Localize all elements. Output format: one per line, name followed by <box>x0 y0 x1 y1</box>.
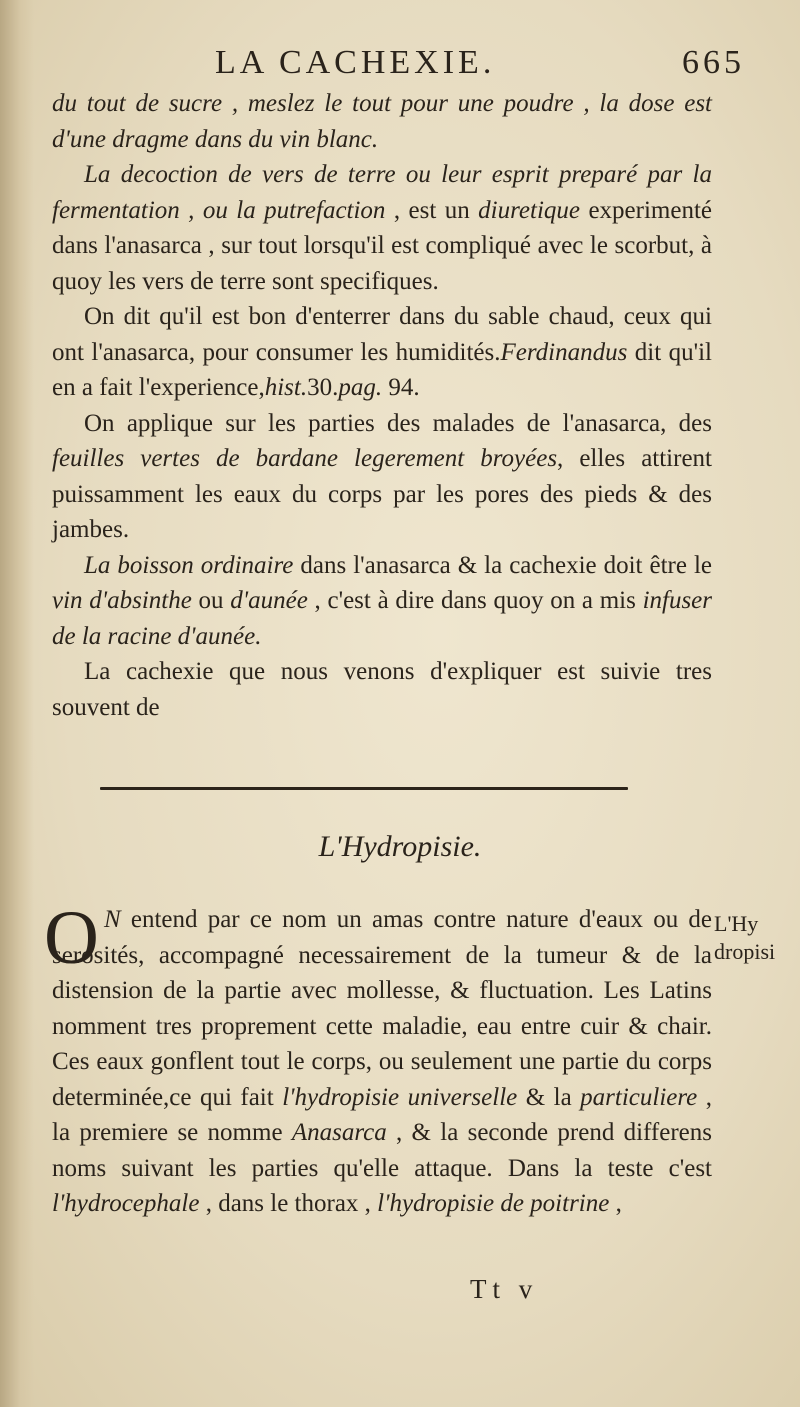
italic-text: l'hydrocephale <box>52 1190 200 1217</box>
text-run: , elles attirent puissamment les eaux du corps par les pores des pieds & des jambes. <box>52 445 712 543</box>
text-run: 30. <box>307 374 339 401</box>
signature-mark: Tt v <box>470 1274 539 1304</box>
drop-cap: O <box>44 896 99 980</box>
text-run: , est un <box>385 196 479 224</box>
running-title: LA CACHEXIE. <box>215 44 496 81</box>
paragraph <box>52 548 712 655</box>
paragraph <box>52 654 712 725</box>
section-paragraph-text <box>52 902 712 1222</box>
italic-text: l'hydropisie de poitrine <box>377 1190 610 1217</box>
text-run: experimenté dans l'anasarca , sur tout lorsqu'il est compliqué avec le scorbut, à quoy les vers de terre sont specifiques. <box>52 196 712 295</box>
text-run: , dans le thorax , <box>199 1190 378 1217</box>
text-run: On dit qu'il est bon d'enterrer dans du sable chaud, ceux qui ont l'anasarca, pour consumer les humidités. <box>52 303 712 366</box>
section-paragraph <box>52 902 712 1222</box>
italic-text: d'aunée <box>230 587 308 614</box>
italic-text: La decoction de vers de terre ou leur esprit preparé par la fermentation , ou la putrefaction <box>52 161 712 224</box>
text-run: , <box>609 1190 622 1217</box>
text-run: On applique sur les parties des malades de l'anasarca, des <box>84 409 712 437</box>
italic-text: La boisson ordinaire <box>84 551 294 579</box>
italic-text: du tout de sucre , meslez le tout pour une poudre , la dose est d'une dragme dans du vin blanc. <box>52 90 712 153</box>
page-gutter-shadow <box>0 0 34 1407</box>
text-run: 94. <box>382 374 420 401</box>
text-run: La cachexie que nous venons d'expliquer est suivie tres souvent de <box>52 658 712 721</box>
text-run: , la premiere se nomme <box>52 1083 713 1146</box>
text-run: dans l'anasarca & la cachexie doit être le <box>293 551 713 579</box>
italic-text: vin d'absinthe <box>52 587 192 614</box>
paragraph <box>52 406 712 548</box>
italic-text: feuilles vertes de bardane legerement broyées <box>52 445 558 472</box>
text-run: ou <box>191 587 231 614</box>
italic-text: diuretique <box>478 196 581 224</box>
text-run: entend par ce nom un amas contre nature d'eaux ou de serosités, accompagné necessairement de la tumeur & de la distension de la partie avec mollesse, & fluctuation. Les Latins nomment tres proprement cette maladie, eau entre cuir & chair. Ces eaux gonflent tout le corps, ou seulement une partie du corps determinée,ce qui fait <box>52 906 712 1111</box>
text-run: , c'est à dire dans quoy on a mis <box>307 587 643 614</box>
italic-text: pag. <box>338 374 383 401</box>
text-run: & la <box>517 1083 581 1111</box>
italic-text: hist. <box>264 374 308 401</box>
italic-text: particuliere <box>580 1083 698 1111</box>
italic-text: Ferdinandus <box>500 338 628 366</box>
text-run: dit qu'il en a fait l'experience, <box>52 338 712 401</box>
margin-note: L'Hy dropisi <box>714 911 776 964</box>
italic-text: N <box>104 906 121 933</box>
italic-text: Anasarca <box>291 1119 387 1146</box>
paragraph <box>52 299 712 406</box>
italic-text: infuser de la racine d'aunée. <box>52 587 713 650</box>
section-title: L'Hydropisie. <box>318 830 482 863</box>
body-text <box>52 86 712 725</box>
text-run: , & la seconde prend differens noms suivant les parties qu'elle attaque. Dans la teste c'est <box>52 1119 712 1182</box>
page-number: 665 <box>682 44 745 81</box>
paragraph <box>52 157 712 299</box>
italic-text: l'hydropisie universelle <box>282 1083 518 1111</box>
section-divider-rule <box>100 787 628 790</box>
paragraph <box>52 86 712 157</box>
